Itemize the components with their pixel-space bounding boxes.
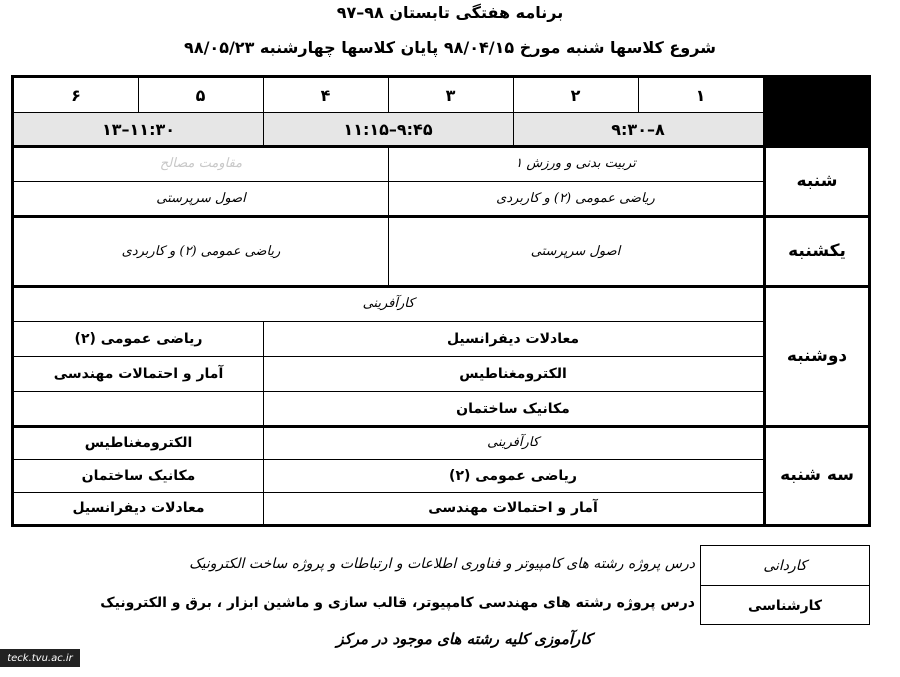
rule <box>14 145 868 148</box>
tue-class-math2: ریاضی عمومی (۲) <box>449 467 577 484</box>
mon-class-diffeq: معادلات دیفرانسیل <box>446 330 580 347</box>
mon-class-math2: ریاضی عمومی (۲) <box>74 330 203 347</box>
sat-class-strength: مقاومت مصالح <box>159 156 243 171</box>
rule <box>14 425 868 428</box>
sat-class-pe: تربیت بدنی و ورزش ۱ <box>515 156 636 171</box>
rule <box>638 78 639 112</box>
session-number-2: ۲ <box>570 85 581 105</box>
rule <box>263 78 264 146</box>
tue-class-statistics: آمار و احتمالات مهندسی <box>428 500 598 516</box>
day-sunday: یکشنبه <box>788 241 846 261</box>
schedule-table <box>11 75 871 527</box>
sun-class-math: ریاضی عمومی (۲) و کاربردی <box>121 243 281 259</box>
rule <box>388 78 389 112</box>
session-number-6: ۶ <box>71 85 81 105</box>
mon-class-statistics: آمار و احتمالات مهندسی <box>53 365 224 382</box>
note-internship: کارآموزی کلیه رشته های موجود در مرکز <box>336 630 592 648</box>
mon-class-entrepreneurship: کارآفرینی <box>362 296 415 311</box>
session-number-5: ۵ <box>195 85 206 105</box>
session-number-4: ۴ <box>320 85 331 105</box>
corner-block <box>763 78 868 146</box>
sat-class-math: ریاضی عمومی (۲) و کاربردی <box>496 191 655 206</box>
rule <box>763 78 766 524</box>
note-bachelor-project: درس پروژه رشته های مهندسی کامپیوتر، قالب سازی و ماشین ابزار ، برق و الکترونیک <box>100 595 695 611</box>
mon-class-structural-mechanics: مکانیک ساختمان <box>456 400 570 417</box>
rule <box>14 356 763 357</box>
levels-box <box>700 545 870 625</box>
session-number-1: ۱ <box>695 85 706 105</box>
rule <box>513 78 514 146</box>
rule <box>14 285 868 288</box>
day-saturday: شنبه <box>796 171 838 191</box>
level-associate: کاردانی <box>701 546 869 586</box>
sun-class-supervision: اصول سرپرستی <box>530 243 621 259</box>
rule <box>138 78 139 112</box>
sat-class-supervision: اصول سرپرستی <box>156 191 246 206</box>
rule <box>388 146 389 286</box>
session-number-3: ۳ <box>445 85 456 105</box>
day-tuesday: سه شنبه <box>780 465 854 485</box>
page-subtitle: شروع کلاسها شنبه مورخ ۹۸/۰۴/۱۵ پایان کلاسها چهارشنبه ۹۸/۰۵/۲۳ <box>184 38 716 57</box>
day-monday: دوشنبه <box>786 346 848 366</box>
rule <box>14 391 763 392</box>
mon-class-electromagnetism: الکترومغناطیس <box>459 365 567 382</box>
tue-class-diffeq: معادلات دیفرانسیل <box>72 500 205 516</box>
rule <box>14 112 763 113</box>
rule <box>14 459 763 460</box>
level-bachelor: کارشناسی <box>747 598 823 614</box>
tue-class-structural-mechanics: مکانیک ساختمان <box>81 467 196 484</box>
time-slot-1: ۸–۹:۳۰ <box>513 112 763 146</box>
note-associate-project: درس پروژه رشته های کامپیوتر و فناوری اطلاعات و ارتباطات و پروژه ساخت الکترونیک <box>189 556 695 572</box>
rule <box>14 492 763 493</box>
tue-class-electromagnetism: الکترومغناطیس <box>84 434 193 451</box>
rule <box>263 321 264 524</box>
time-slot-2: ۹:۴۵–۱۱:۱۵ <box>263 112 513 146</box>
page-title: برنامه هفتگی تابستان ۹۸–۹۷ <box>336 3 564 22</box>
tue-class-entrepreneurship: کارآفرینی <box>487 435 539 450</box>
rule <box>14 321 763 322</box>
rule <box>14 215 868 218</box>
site-logo: teck.tvu.ac.ir <box>0 649 80 667</box>
time-slot-3: ۱۱:۳۰–۱۳ <box>14 112 263 146</box>
